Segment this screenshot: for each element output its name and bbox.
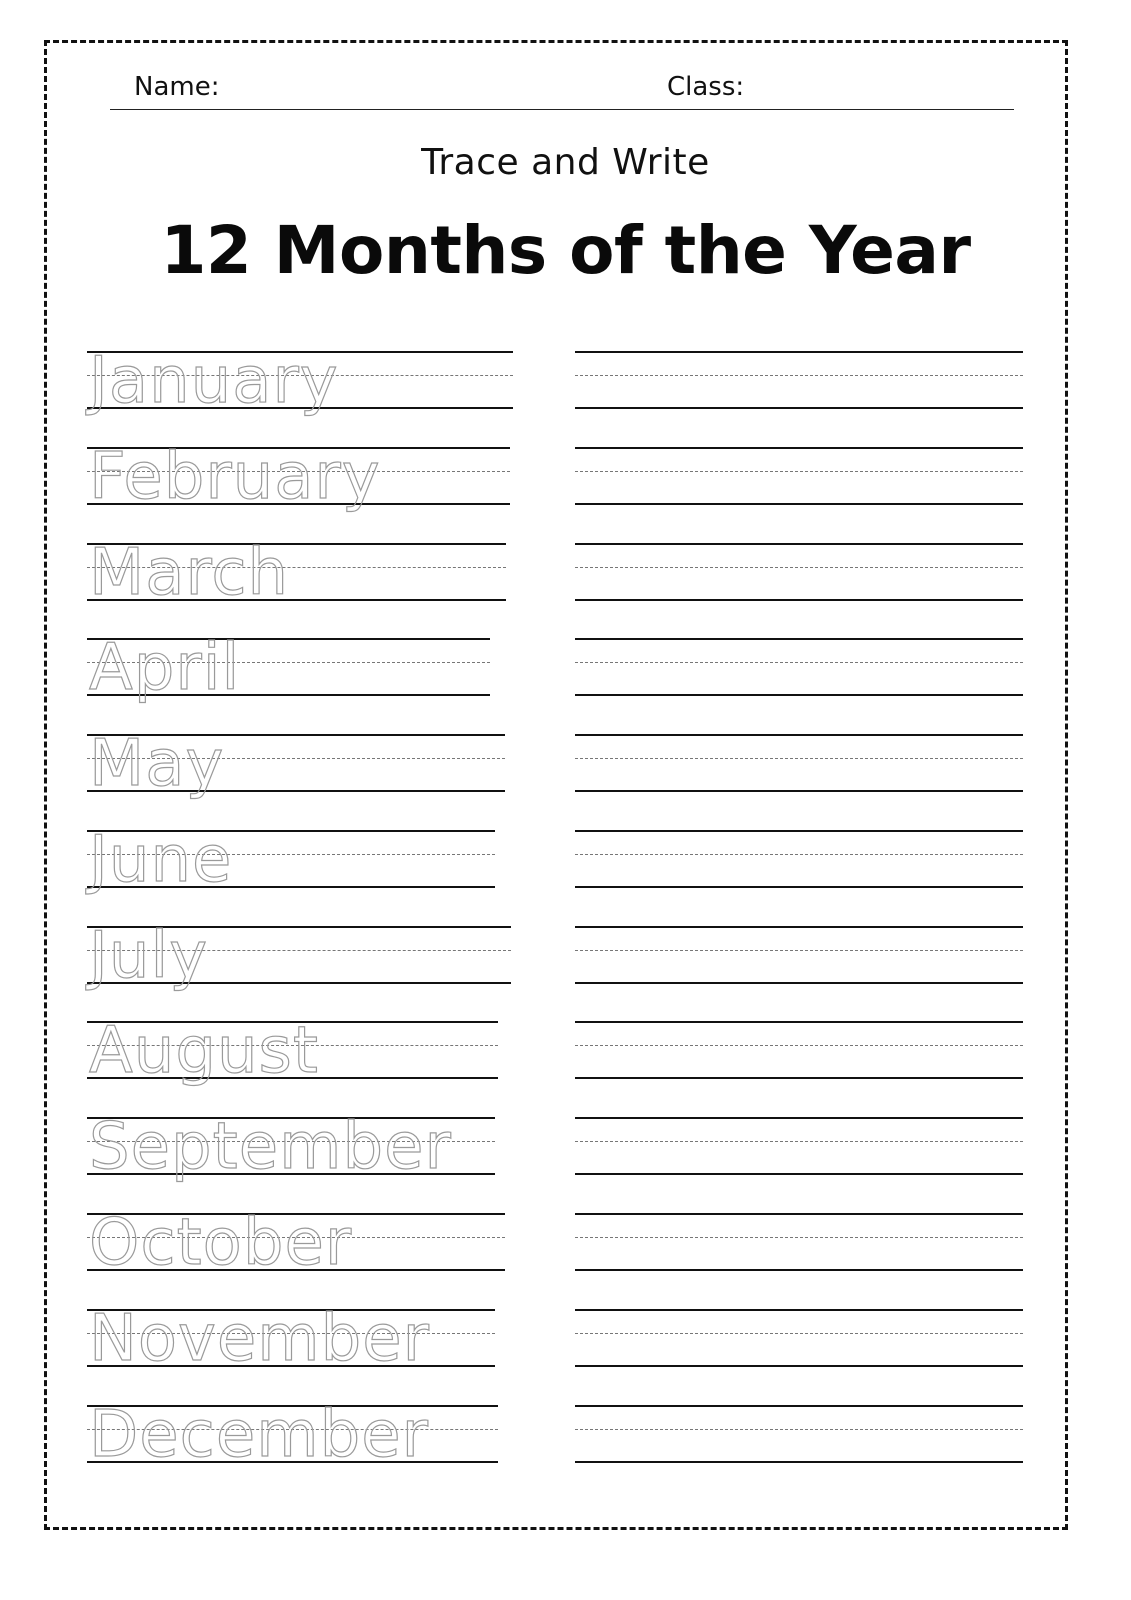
- blank-writing-row[interactable]: [575, 1021, 1023, 1079]
- blank-writing-row[interactable]: [575, 734, 1023, 792]
- trace-word: July: [89, 919, 209, 993]
- worksheet-title: 12 Months of the Year: [160, 212, 971, 289]
- trace-row-may[interactable]: [87, 727, 505, 801]
- trace-row-august[interactable]: [87, 1014, 498, 1088]
- blank-writing-row[interactable]: [575, 1117, 1023, 1175]
- blank-writing-row[interactable]: [575, 1309, 1023, 1367]
- trace-word: February: [89, 440, 381, 514]
- trace-word: October: [89, 1206, 353, 1280]
- worksheet-subtitle: Trace and Write: [421, 142, 710, 183]
- blank-writing-row[interactable]: [575, 351, 1023, 409]
- trace-row-november[interactable]: [87, 1302, 495, 1376]
- blank-writing-row[interactable]: [575, 638, 1023, 696]
- name-label: Name:: [134, 72, 220, 102]
- blank-writing-row[interactable]: [575, 543, 1023, 601]
- trace-word: December: [89, 1398, 429, 1472]
- trace-word: March: [89, 536, 290, 610]
- blank-writing-row[interactable]: [575, 1213, 1023, 1271]
- trace-row-february[interactable]: [87, 440, 510, 514]
- trace-row-july[interactable]: [87, 919, 511, 993]
- trace-word: April: [89, 631, 241, 705]
- blank-writing-row[interactable]: [575, 1405, 1023, 1463]
- trace-word: June: [89, 823, 233, 897]
- blank-writing-row[interactable]: [575, 830, 1023, 888]
- trace-row-march[interactable]: [87, 536, 506, 610]
- trace-word: November: [89, 1302, 430, 1376]
- name-class-writing-line[interactable]: [110, 109, 1014, 110]
- trace-row-october[interactable]: [87, 1206, 505, 1280]
- trace-row-january[interactable]: [87, 344, 513, 418]
- trace-word: January: [89, 344, 339, 418]
- trace-row-june[interactable]: [87, 823, 495, 897]
- class-label: Class:: [667, 72, 745, 102]
- blank-writing-row[interactable]: [575, 447, 1023, 505]
- trace-row-april[interactable]: [87, 631, 490, 705]
- trace-word: September: [89, 1110, 452, 1184]
- trace-row-december[interactable]: [87, 1398, 498, 1472]
- trace-row-september[interactable]: [87, 1110, 495, 1184]
- trace-word: May: [89, 727, 225, 801]
- blank-writing-row[interactable]: [575, 926, 1023, 984]
- trace-word: August: [89, 1014, 319, 1088]
